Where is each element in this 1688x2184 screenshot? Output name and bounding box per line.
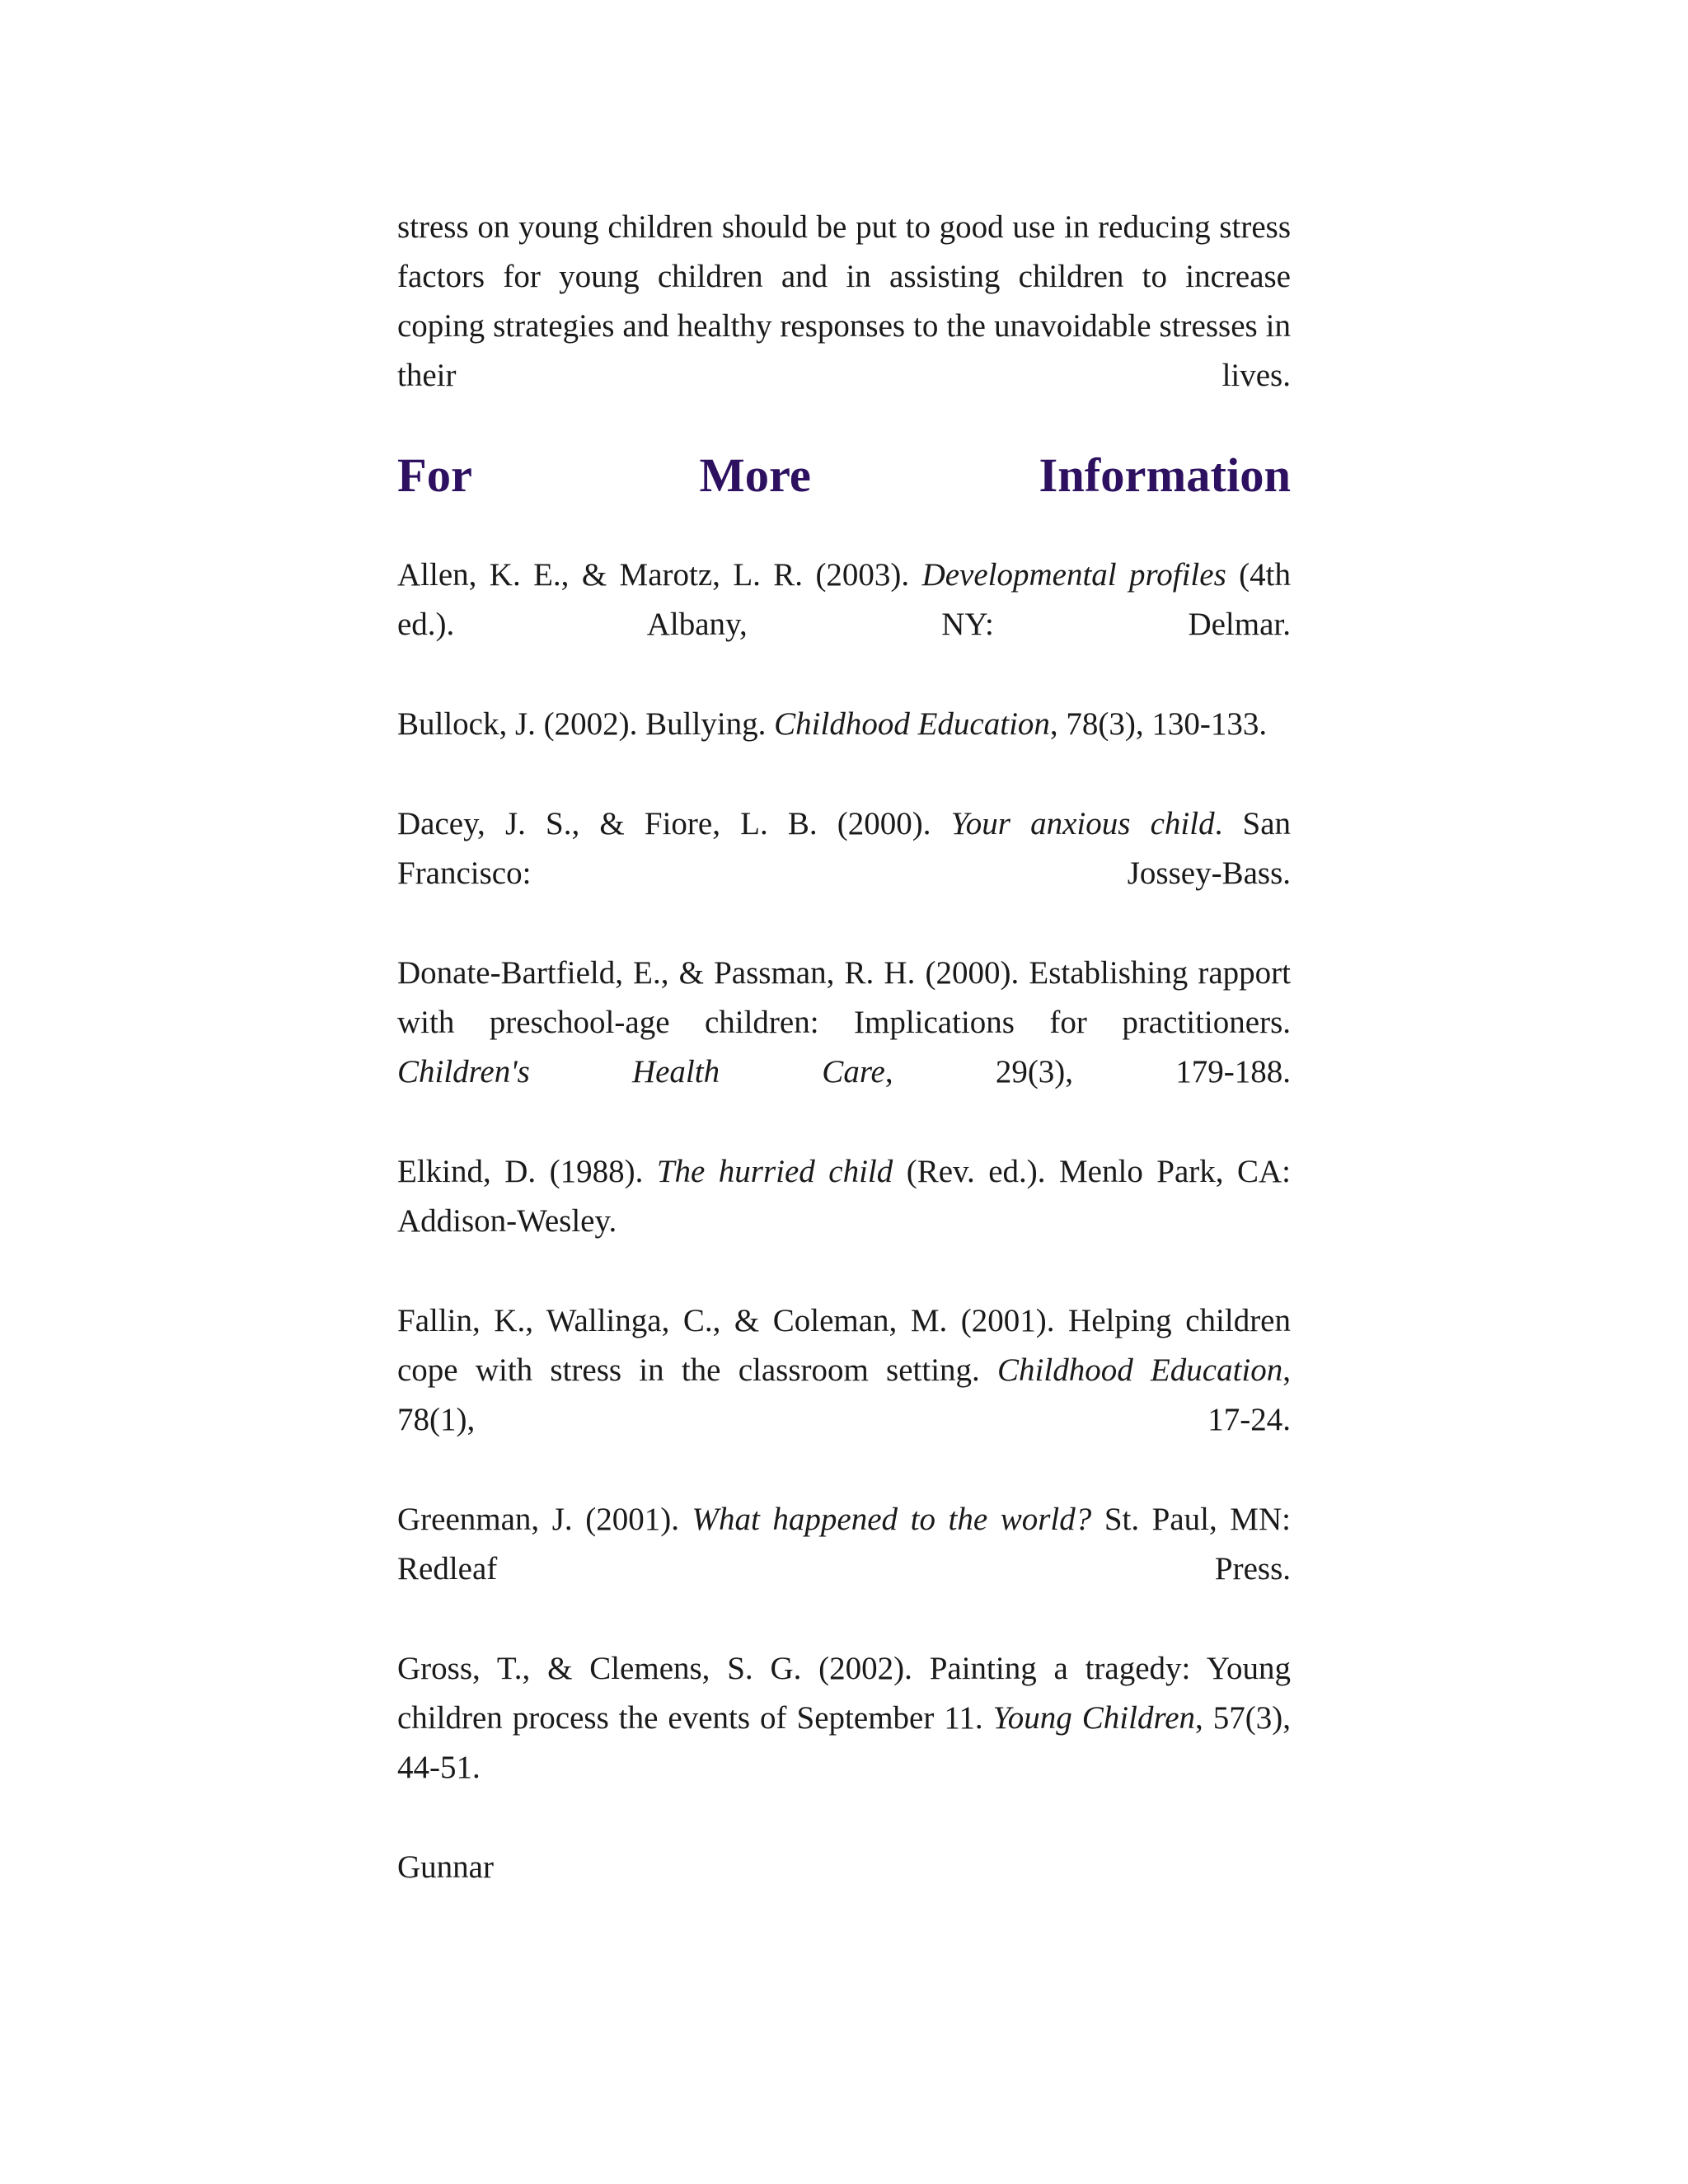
reference-authors: Greenman, J. (2001).: [397, 1502, 692, 1537]
text-column: [397, 203, 1291, 1892]
reference-authors: Donate-Bartfield, E., & Passman, R. H. (2000). Establishing rapport with preschool-age children: Implications for practitioners.: [397, 955, 1291, 1040]
reference-details: , 78(3), 130-133.: [1049, 706, 1268, 742]
reference-entry: [397, 1495, 1291, 1594]
reference-entry: [397, 1147, 1291, 1246]
reference-title: Childhood Education: [997, 1352, 1283, 1388]
reference-entry: [397, 1644, 1291, 1793]
reference-title: Children's Health Care: [397, 1054, 885, 1090]
reference-entry: [397, 551, 1291, 649]
reference-authors: Gunnar: [397, 1849, 494, 1885]
reference-authors: Dacey, J. S., & Fiore, L. B. (2000).: [397, 806, 951, 841]
reference-authors: Fallin, K., Wallinga, C., & Coleman, M. (2001). Helping children cope with stress in the classroom setting.: [397, 1303, 1291, 1388]
reference-title: Childhood Education: [774, 706, 1050, 742]
reference-details: St. Paul, MN: Redleaf Press.: [397, 1502, 1291, 1586]
reference-details: , 29(3), 179-188.: [884, 1054, 1291, 1090]
reference-entry: [397, 1296, 1291, 1445]
reference-authors: Bullock, J. (2002). Bullying.: [397, 706, 775, 742]
reference-authors: Allen, K. E., & Marotz, L. R. (2003).: [397, 557, 922, 593]
reference-entry: [397, 1843, 1291, 1892]
reference-authors: Elkind, D. (1988).: [397, 1154, 657, 1189]
reference-details: (4th ed.). Albany, NY: Delmar.: [397, 557, 1291, 642]
reference-entry: [397, 949, 1291, 1097]
reference-details: , 78(1), 17-24.: [397, 1352, 1291, 1437]
reference-authors: Gross, T., & Clemens, S. G. (2002). Painting a tragedy: Young children process the events of September 11.: [397, 1651, 1291, 1736]
reference-details: (Rev. ed.). Menlo Park, CA: Addison-Wesley.: [397, 1154, 1292, 1239]
reference-title: Young Children: [992, 1700, 1195, 1736]
intro-paragraph: stress on young children should be put to good use in reducing stress factors for young children and in assisting children to increase coping strategies and healthy responses to the unavoidable stresses in their lives.: [397, 209, 1291, 393]
reference-title: Developmental profiles: [921, 557, 1226, 593]
reference-title: Your anxious child: [950, 806, 1215, 841]
section-heading: For More Information: [397, 448, 1291, 502]
reference-details: . San Francisco: Jossey-Bass.: [397, 806, 1292, 891]
reference-title: What happened to the world?: [692, 1502, 1092, 1537]
reference-entry: [397, 700, 1291, 749]
reference-entry: [397, 799, 1291, 898]
reference-details: , 57(3), 44-51.: [397, 1700, 1291, 1785]
reference-title: The hurried child: [656, 1154, 893, 1189]
